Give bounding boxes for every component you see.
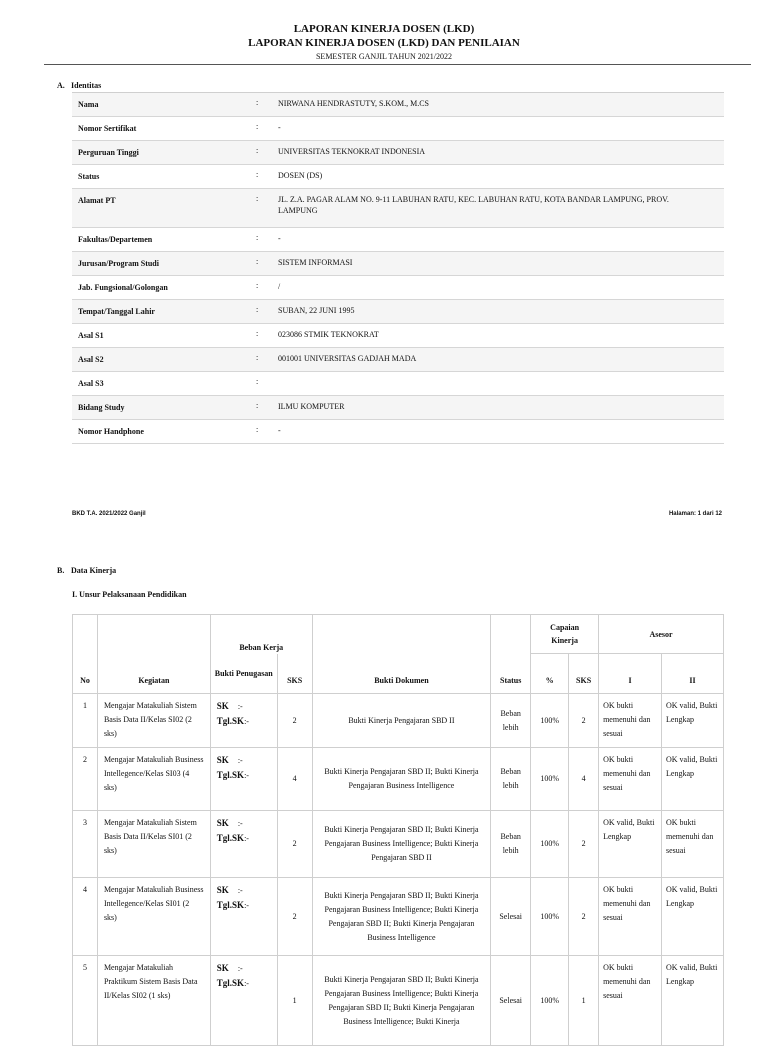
sk-value: :- — [237, 756, 243, 765]
row-asesor-ii: OK valid, Bukti Lengkap — [662, 956, 724, 1046]
row-bukti-dokumen: Bukti Kinerja Pengajaran SBD II — [312, 694, 491, 748]
tglsk-label: Tgl.SK — [216, 900, 245, 910]
row-bukti-dokumen: Bukti Kinerja Pengajaran SBD II; Bukti Kinerja Pengajaran Business Intelligence; Bukti Kinerja Pengajaran SBD II; Bukti Kinerja Pengajaran Business Intelligence — [312, 878, 491, 956]
row-bukti-dokumen: Bukti Kinerja Pengajaran SBD II; Bukti Kinerja Pengajaran Business Intelligence — [312, 748, 491, 811]
identitas-value: ILMU KOMPUTER — [278, 396, 724, 420]
tglsk-value: :- — [244, 771, 249, 780]
identitas-row — [72, 276, 724, 300]
identitas-row — [72, 420, 724, 444]
row-asesor-ii: OK valid, Bukti Lengkap — [662, 878, 724, 956]
sk-value: :- — [237, 886, 243, 895]
identitas-value: SISTEM INFORMASI — [278, 252, 724, 276]
sk-label: SK — [216, 818, 229, 828]
identitas-label: Jurusan/Program Studi — [72, 252, 256, 276]
identitas-colon: : — [256, 165, 278, 189]
sk-label: SK — [216, 963, 229, 973]
tglsk-label: Tgl.SK — [216, 833, 245, 843]
tglsk-label: Tgl.SK — [216, 770, 245, 780]
document-header — [0, 22, 768, 63]
identitas-value: JL. Z.A. PAGAR ALAM NO. 9-11 LABUHAN RATU, KEC. LABUHAN RATU, KOTA BANDAR LAMPUNG, PROV. LAMPUNG — [278, 189, 724, 228]
header-sks-capaian: SKS — [569, 654, 599, 694]
header-capaian-kinerja: Capaian Kinerja — [531, 615, 599, 654]
identitas-colon: : — [256, 396, 278, 420]
identitas-table — [72, 92, 724, 444]
row-status: Selesai — [491, 878, 531, 956]
section-b-heading — [57, 566, 116, 575]
row-persen: 100% — [531, 694, 569, 748]
row-kegiatan: Mengajar Matakuliah Business Intellegence/Kelas SI03 (4 sks) — [97, 748, 210, 811]
row-sks: 2 — [277, 694, 312, 748]
header-status: Status — [491, 615, 531, 694]
sk-value: :- — [237, 964, 243, 973]
identitas-label: Jab. Fungsional/Golongan — [72, 276, 256, 300]
row-asesor-i: OK bukti memenuhi dan sesuai — [599, 956, 662, 1046]
row-sks: 4 — [277, 748, 312, 811]
identitas-value: DOSEN (DS) — [278, 165, 724, 189]
identitas-label: Alamat PT — [72, 189, 256, 228]
row-persen: 100% — [531, 878, 569, 956]
row-sks-capaian: 2 — [569, 811, 599, 878]
identitas-value: SUBAN, 22 JUNI 1995 — [278, 300, 724, 324]
identitas-label: Fakultas/Departemen — [72, 228, 256, 252]
row-sks-capaian: 1 — [569, 956, 599, 1046]
identitas-row — [72, 348, 724, 372]
kinerja-row — [73, 811, 724, 878]
identitas-colon: : — [256, 348, 278, 372]
row-status: Beban lebih — [491, 811, 531, 878]
identitas-label: Asal S3 — [72, 372, 256, 396]
section-a-letter: A. — [57, 81, 65, 90]
identitas-label: Asal S1 — [72, 324, 256, 348]
identitas-row — [72, 165, 724, 189]
row-asesor-i: OK bukti memenuhi dan sesuai — [599, 878, 662, 956]
tglsk-value: :- — [244, 901, 249, 910]
row-no: 3 — [73, 811, 98, 878]
identitas-value: UNIVERSITAS TEKNOKRAT INDONESIA — [278, 141, 724, 165]
row-asesor-i: OK bukti memenuhi dan sesuai — [599, 748, 662, 811]
identitas-row — [72, 252, 724, 276]
kinerja-table — [72, 614, 724, 1046]
identitas-label: Nomor Handphone — [72, 420, 256, 444]
sk-label: SK — [216, 885, 229, 895]
identitas-row — [72, 324, 724, 348]
row-status: Beban lebih — [491, 748, 531, 811]
identitas-colon: : — [256, 252, 278, 276]
row-bukti-dokumen: Bukti Kinerja Pengajaran SBD II; Bukti Kinerja Pengajaran Business Intelligence; Bukti Kinerja Pengajaran SBD II — [312, 811, 491, 878]
identitas-colon: : — [256, 117, 278, 141]
header-kegiatan: Kegiatan — [97, 615, 210, 694]
identitas-label: Perguruan Tinggi — [72, 141, 256, 165]
section-b-letter: B. — [57, 566, 65, 575]
identitas-label: Tempat/Tanggal Lahir — [72, 300, 256, 324]
identitas-row — [72, 189, 724, 228]
identitas-colon: : — [256, 141, 278, 165]
row-bukti-penugasan — [210, 811, 277, 878]
section-b-title: Data Kinerja — [71, 566, 117, 575]
identitas-colon: : — [256, 372, 278, 396]
identitas-colon: : — [256, 93, 278, 117]
tglsk-label: Tgl.SK — [216, 978, 245, 988]
row-sks-capaian: 4 — [569, 748, 599, 811]
row-status: Selesai — [491, 956, 531, 1046]
row-bukti-penugasan — [210, 956, 277, 1046]
row-sks-capaian: 2 — [569, 878, 599, 956]
kinerja-row — [73, 956, 724, 1046]
row-no: 5 — [73, 956, 98, 1046]
row-sks: 2 — [277, 811, 312, 878]
footer-page-number: Halaman: 1 dari 12 — [668, 511, 722, 517]
identitas-value: NIRWANA HENDRASTUTY, S.KOM., M.CS — [278, 93, 724, 117]
row-asesor-ii: OK bukti memenuhi dan sesuai — [662, 811, 724, 878]
row-asesor-i: OK valid, Bukti Lengkap — [599, 811, 662, 878]
row-asesor-i: OK bukti memenuhi dan sesuai — [599, 694, 662, 748]
footer-left: BKD T.A. 2021/2022 Ganjil — [72, 511, 146, 517]
identitas-colon: : — [256, 228, 278, 252]
row-persen: 100% — [531, 956, 569, 1046]
identitas-value: - — [278, 420, 724, 444]
row-no: 4 — [73, 878, 98, 956]
row-no: 2 — [73, 748, 98, 811]
header-no: No — [73, 615, 98, 694]
identitas-row — [72, 117, 724, 141]
header-asesor: Asesor — [599, 615, 724, 654]
header-asesor-ii: II — [662, 654, 724, 694]
identitas-row — [72, 300, 724, 324]
identitas-label: Status — [72, 165, 256, 189]
identitas-value: / — [278, 276, 724, 300]
identitas-colon: : — [256, 324, 278, 348]
row-bukti-penugasan — [210, 694, 277, 748]
identitas-colon: : — [256, 300, 278, 324]
kinerja-row — [73, 694, 724, 748]
row-kegiatan: Mengajar Matakuliah Sistem Basis Data II/Kelas SI02 (2 sks) — [97, 694, 210, 748]
header-beban-kerja: Beban Kerja — [210, 615, 312, 654]
row-bukti-dokumen: Bukti Kinerja Pengajaran SBD II; Bukti Kinerja Pengajaran Business Intelligence; Bukti Kinerja Pengajaran SBD II; Bukti Kinerja Pengajaran Business Intelligence; Bukti Kinerja — [312, 956, 491, 1046]
identitas-label: Nomor Sertifikat — [72, 117, 256, 141]
identitas-row — [72, 396, 724, 420]
tglsk-value: :- — [244, 834, 249, 843]
header-bukti-penugasan: Bukti Penugasan — [210, 654, 277, 694]
tglsk-value: :- — [244, 717, 249, 726]
header-bukti-dokumen: Bukti Dokumen — [312, 615, 491, 694]
semester-label: SEMESTER GANJIL TAHUN 2021/2022 — [315, 52, 453, 61]
identitas-row — [72, 93, 724, 117]
section-a-heading — [57, 81, 101, 90]
identitas-value: 001001 UNIVERSITAS GADJAH MADA — [278, 348, 724, 372]
header-asesor-i: I — [599, 654, 662, 694]
row-kegiatan: Mengajar Matakuliah Sistem Basis Data II/Kelas SI01 (2 sks) — [97, 811, 210, 878]
row-asesor-ii: OK valid, Bukti Lengkap — [662, 748, 724, 811]
row-no: 1 — [73, 694, 98, 748]
sk-value: :- — [237, 702, 243, 711]
identitas-colon: : — [256, 189, 278, 228]
row-asesor-ii: OK valid, Bukti Lengkap — [662, 694, 724, 748]
header-persen: % — [531, 654, 569, 694]
identitas-row — [72, 372, 724, 396]
identitas-row — [72, 228, 724, 252]
row-kegiatan: Mengajar Matakuliah Praktikum Sistem Basis Data II/Kelas SI02 (1 sks) — [97, 956, 210, 1046]
kinerja-row — [73, 878, 724, 956]
identitas-value: - — [278, 228, 724, 252]
row-persen: 100% — [531, 748, 569, 811]
report-subtitle: LAPORAN KINERJA DOSEN (LKD) DAN PENILAIAN — [248, 37, 520, 49]
row-sks: 1 — [277, 956, 312, 1046]
report-title: LAPORAN KINERJA DOSEN (LKD) — [293, 23, 475, 35]
row-bukti-penugasan — [210, 878, 277, 956]
identitas-value — [278, 372, 724, 396]
kinerja-row — [73, 748, 724, 811]
tglsk-value: :- — [244, 979, 249, 988]
section-a-title: Identitas — [71, 81, 102, 90]
identitas-value: - — [278, 117, 724, 141]
identitas-value: 023086 STMIK TEKNOKRAT — [278, 324, 724, 348]
row-sks: 2 — [277, 878, 312, 956]
identitas-label: Bidang Study — [72, 396, 256, 420]
row-kegiatan: Mengajar Matakuliah Business Intellegence/Kelas SI01 (2 sks) — [97, 878, 210, 956]
tglsk-label: Tgl.SK — [216, 716, 245, 726]
identitas-label: Nama — [72, 93, 256, 117]
sk-label: SK — [216, 755, 229, 765]
header-divider — [44, 64, 751, 65]
row-persen: 100% — [531, 811, 569, 878]
header-sks: SKS — [277, 654, 312, 694]
row-bukti-penugasan — [210, 748, 277, 811]
identitas-colon: : — [256, 420, 278, 444]
sk-label: SK — [216, 701, 229, 711]
identitas-row — [72, 141, 724, 165]
identitas-label: Asal S2 — [72, 348, 256, 372]
sk-value: :- — [237, 819, 243, 828]
subsection-title: I. Unsur Pelaksanaan Pendidikan — [72, 590, 187, 599]
row-status: Beban lebih — [491, 694, 531, 748]
row-sks-capaian: 2 — [569, 694, 599, 748]
identitas-colon: : — [256, 276, 278, 300]
